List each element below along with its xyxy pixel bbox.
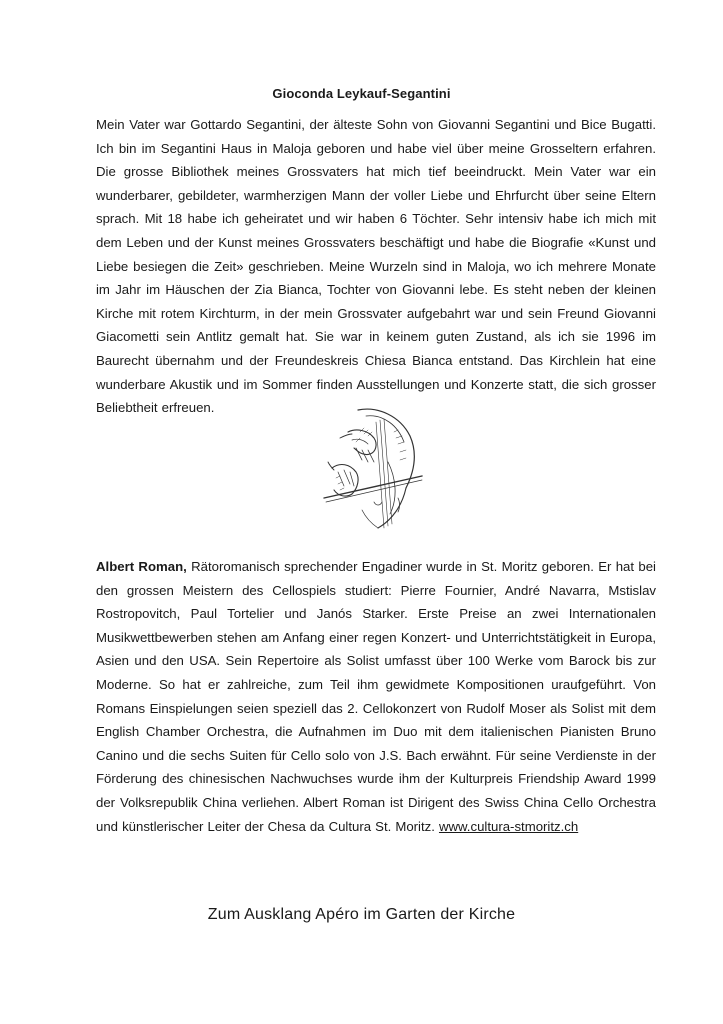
- website-link[interactable]: www.cultura-stmoritz.ch: [438, 818, 579, 834]
- performer-name: Albert Roman,: [96, 559, 187, 574]
- page-title: Gioconda Leykauf-Segantini: [272, 86, 451, 101]
- cellist-hands-sketch-icon: [318, 402, 428, 534]
- biography-paragraph-segantini: Mein Vater war Gottardo Segantini, der älteste Sohn von Giovanni Segantini und Bice Bugatti. Ich bin im Segantini Haus in Maloja geboren und habe viel über meine Grosseltern erfahren. Die grosse Bibliothek meines Grossvaters hat mich tief beeindruckt. Mein Vater war ein wunderbarer, gebildeter, warmherzigen Mann der voller Liebe und Ehrfurcht über seine Eltern sprach. Mit 18 habe ich geheiratet und wir haben 6 Töchter. Sehr intensiv habe ich mich mit dem Leben und der Kunst meines Grossvaters beschäftigt und habe die Biografie «Kunst und Liebe besiegen die Zeit» geschrieben. Meine Wurzeln sind in Maloja, wo ich mehrere Monate im Jahr im Häuschen der Zia Bianca, Tochter von Giovanni lebe. Es steht neben der kleinen Kirche mit rotem Kirchturm, in der mein Grossvater aufgebahrt war und sein Freund Giovanni Giacometti sein Antlitz gemalt hat. Sie war in keinem guten Zustand, als ich sie 1996 im Baurecht übernahm und der Freundeskreis Chiesa Bianca entstand. Das Kirchlein hat eine wunderbare Akustik und im Sommer finden Ausstellungen und Konzerte statt, die sich grosser Beliebtheit erfreuen.: [96, 117, 656, 416]
- performer-biography-text: Rätoromanisch sprechender Engadiner wurde in St. Moritz geboren. Er hat bei den grossen Meistern des Cellospiels studiert: Pierre Fournier, André Navarra, Mstislav Rostropovitch, Paul Tortelier und Janós Starker. Erste Preise an zwei Internationalen Musikwettbewerben stehen am Anfang einer regen Konzert- und Unterrichtstätigkeit in Europa, Asien und den USA. Sein Repertoire als Solist umfasst über 100 Werke vom Barock bis zur Moderne. So hat er zahlreiche, zum Teil ihm gewidmete Kompositionen uraufgeführt. Von Romans Einspielungen seien speziell das 2. Cellokonzert von Rudolf Moser als Solist mit dem English Chamber Orchestra, die Aufnahmen im Duo mit dem italienischen Pianisten Bruno Canino und die sechs Suiten für Cello solo von J.S. Bach erwähnt. Für seine Verdienste in der Förderung des chinesischen Nachwuchses wurde ihm der Kulturpreis Friendship Award 1999 der Volksrepublik China verliehen. Albert Roman ist Dirigent des Swiss China Cello Orchestra und künstlerischer Leiter der Chesa da Cultura St. Moritz.: [96, 559, 656, 834]
- biography-paragraph-roman: [96, 555, 656, 838]
- closing-note: Zum Ausklang Apéro im Garten der Kirche: [207, 906, 516, 923]
